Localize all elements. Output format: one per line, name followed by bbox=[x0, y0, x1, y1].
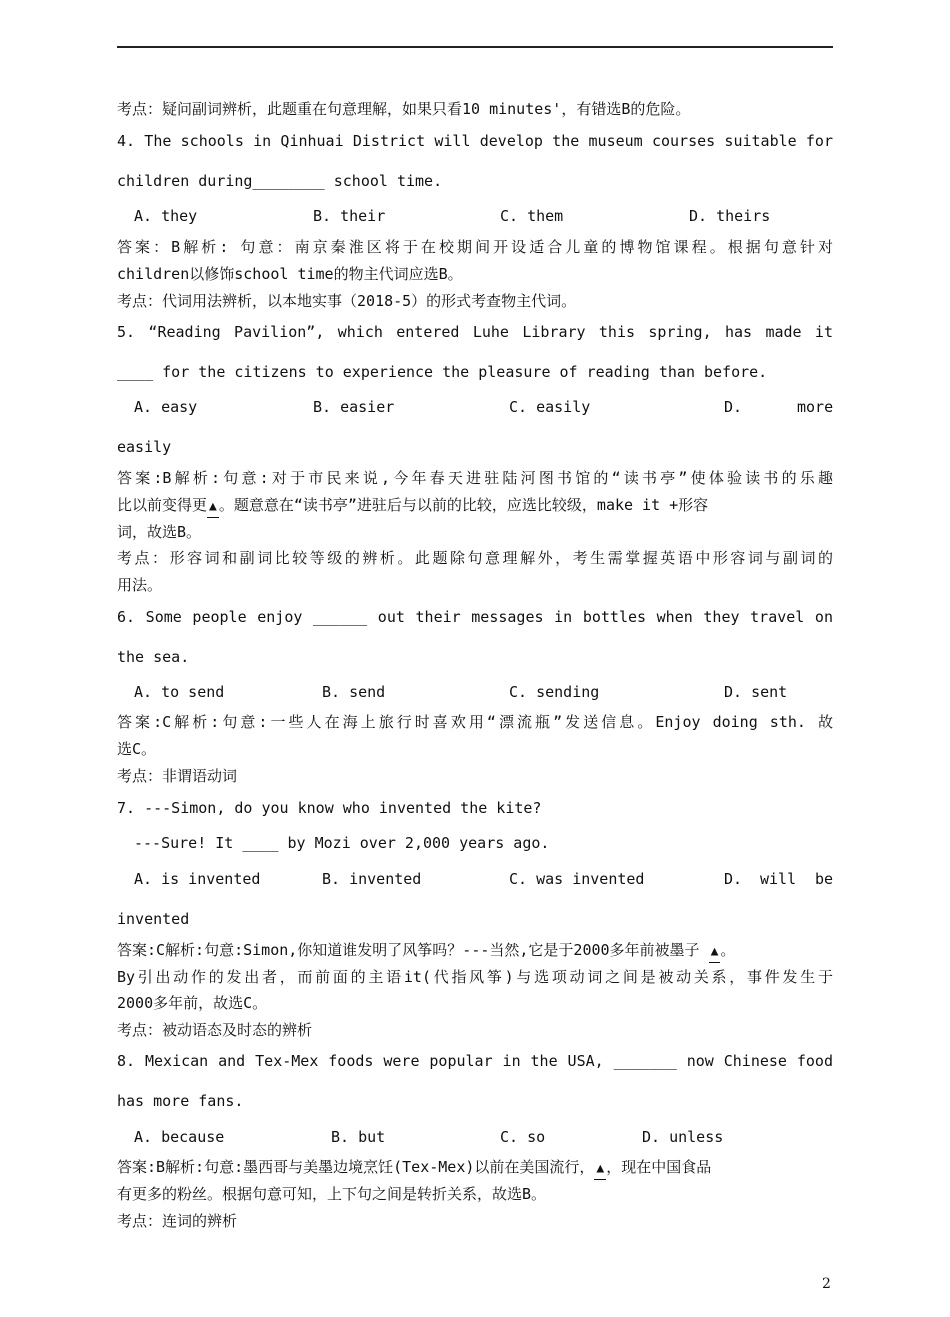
option-d-text: more bbox=[797, 398, 834, 416]
option-b: B. send bbox=[322, 683, 386, 701]
option-d-text: will bbox=[760, 870, 797, 888]
question-stem: 7. ---Simon, do you know who invented the kite? bbox=[117, 799, 542, 817]
option-d-text: be bbox=[815, 870, 834, 888]
option-d: D. bbox=[724, 398, 743, 416]
option-a: A. they bbox=[134, 207, 198, 225]
option-a: A. easy bbox=[134, 398, 198, 416]
option-b: B. invented bbox=[322, 870, 422, 888]
kaodian-line: 考点：形容词和副词比较等级的辨析。此题除句意理解外，考生需掌握英语中形容词与副词的 bbox=[117, 549, 833, 567]
header-rule bbox=[117, 46, 833, 48]
blank-marker: ▲ bbox=[594, 1159, 606, 1180]
option-c: C. them bbox=[500, 207, 564, 225]
kaodian-line: 考点：连词的辨析 bbox=[117, 1212, 238, 1230]
kaodian-line: 用法。 bbox=[117, 576, 163, 594]
option-b: B. but bbox=[331, 1128, 386, 1146]
option-d-cont: invented bbox=[117, 910, 190, 928]
question-stem-cont: the sea. bbox=[117, 648, 190, 666]
kaodian-line: 考点：被动语态及时态的辨析 bbox=[117, 1021, 313, 1039]
question-stem: 8. Mexican and Tex-Mex foods were popular in the USA, _______ now Chinese food bbox=[117, 1052, 833, 1070]
answer-line: 答案:C解析:句意:一些人在海上旅行时喜欢用“漂流瓶”发送信息。Enjoy doing sth. 故 bbox=[117, 713, 833, 731]
answer-line: 词，故选B。 bbox=[117, 523, 202, 541]
option-d: D. bbox=[724, 870, 743, 888]
answer-line: 比以前变得更 ▲ 。题意意在“读书亭”进驻后与以前的比较，应选比较级，make it +形容 bbox=[117, 495, 833, 518]
option-c: C. was invented bbox=[509, 870, 645, 888]
question-stem-cont: children during________ school time. bbox=[117, 172, 443, 190]
question-stem: 4. The schools in Qinhuai District will develop the museum courses suitable for bbox=[117, 132, 833, 150]
answer-line: 答案:B解析:句意:对于市民来说,今年春天进驻陆河图书馆的“读书亭”使体验读书的乐趣 bbox=[117, 469, 833, 487]
option-d: D. sent bbox=[724, 683, 788, 701]
option-b: B. easier bbox=[313, 398, 395, 416]
option-a: A. to send bbox=[134, 683, 225, 701]
question-stem-cont: ____ for the citizens to experience the pleasure of reading than before. bbox=[117, 363, 768, 381]
question-stem-cont: has more fans. bbox=[117, 1092, 244, 1110]
answer-line: 有更多的粉丝。根据句意可知，上下句之间是转折关系，故选B。 bbox=[117, 1185, 547, 1203]
answer-line: 答案:B解析:句意:墨西哥与美墨边境烹饪(Tex-Mex)以前在美国流行， ▲ ，现在中国食品 bbox=[117, 1157, 833, 1180]
answer-line: 答案:C解析:句意:Simon,你知道谁发明了风筝吗？---当然,它是于2000多年前被墨子 ▲ 。 bbox=[117, 940, 833, 963]
blank-marker: ▲ bbox=[207, 497, 219, 518]
option-d-cont: easily bbox=[117, 438, 172, 456]
question-stem: 6. Some people enjoy ______ out their messages in bottles when they travel on bbox=[117, 608, 833, 626]
answer-line: 答案：B解析: 句意：南京秦淮区将于在校期间开设适合儿童的博物馆课程。根据句意针对 bbox=[117, 238, 833, 256]
option-c: C. so bbox=[500, 1128, 546, 1146]
page-number: 2 bbox=[822, 1276, 831, 1292]
option-c: C. sending bbox=[509, 683, 600, 701]
question-stem: 5. “Reading Pavilion”, which entered Luhe Library this spring, has made it bbox=[117, 323, 833, 341]
option-b: B. their bbox=[313, 207, 386, 225]
option-d: D. theirs bbox=[689, 207, 771, 225]
option-c: C. easily bbox=[509, 398, 591, 416]
answer-line: children以修饰school time的物主代词应选B。 bbox=[117, 265, 463, 283]
option-a: A. is invented bbox=[134, 870, 261, 888]
question-stem-cont: ---Sure! It ____ by Mozi over 2,000 years ago. bbox=[134, 834, 550, 852]
kaodian-line: 考点：疑问副词辨析，此题重在句意理解，如果只看10 minutes'，有错选B的危险。 bbox=[117, 100, 691, 118]
kaodian-line: 考点：代词用法辨析，以本地实事（2018-5）的形式考查物主代词。 bbox=[117, 292, 577, 310]
option-a: A. because bbox=[134, 1128, 225, 1146]
blank-marker: ▲ bbox=[709, 942, 721, 963]
answer-line: 选C。 bbox=[117, 740, 157, 758]
answer-line: By引出动作的发出者，而前面的主语it(代指风筝)与选项动词之间是被动关系，事件发生于 bbox=[117, 968, 833, 986]
answer-line: 2000多年前，故选C。 bbox=[117, 994, 268, 1012]
kaodian-line: 考点：非谓语动词 bbox=[117, 767, 238, 785]
option-d: D. unless bbox=[642, 1128, 724, 1146]
